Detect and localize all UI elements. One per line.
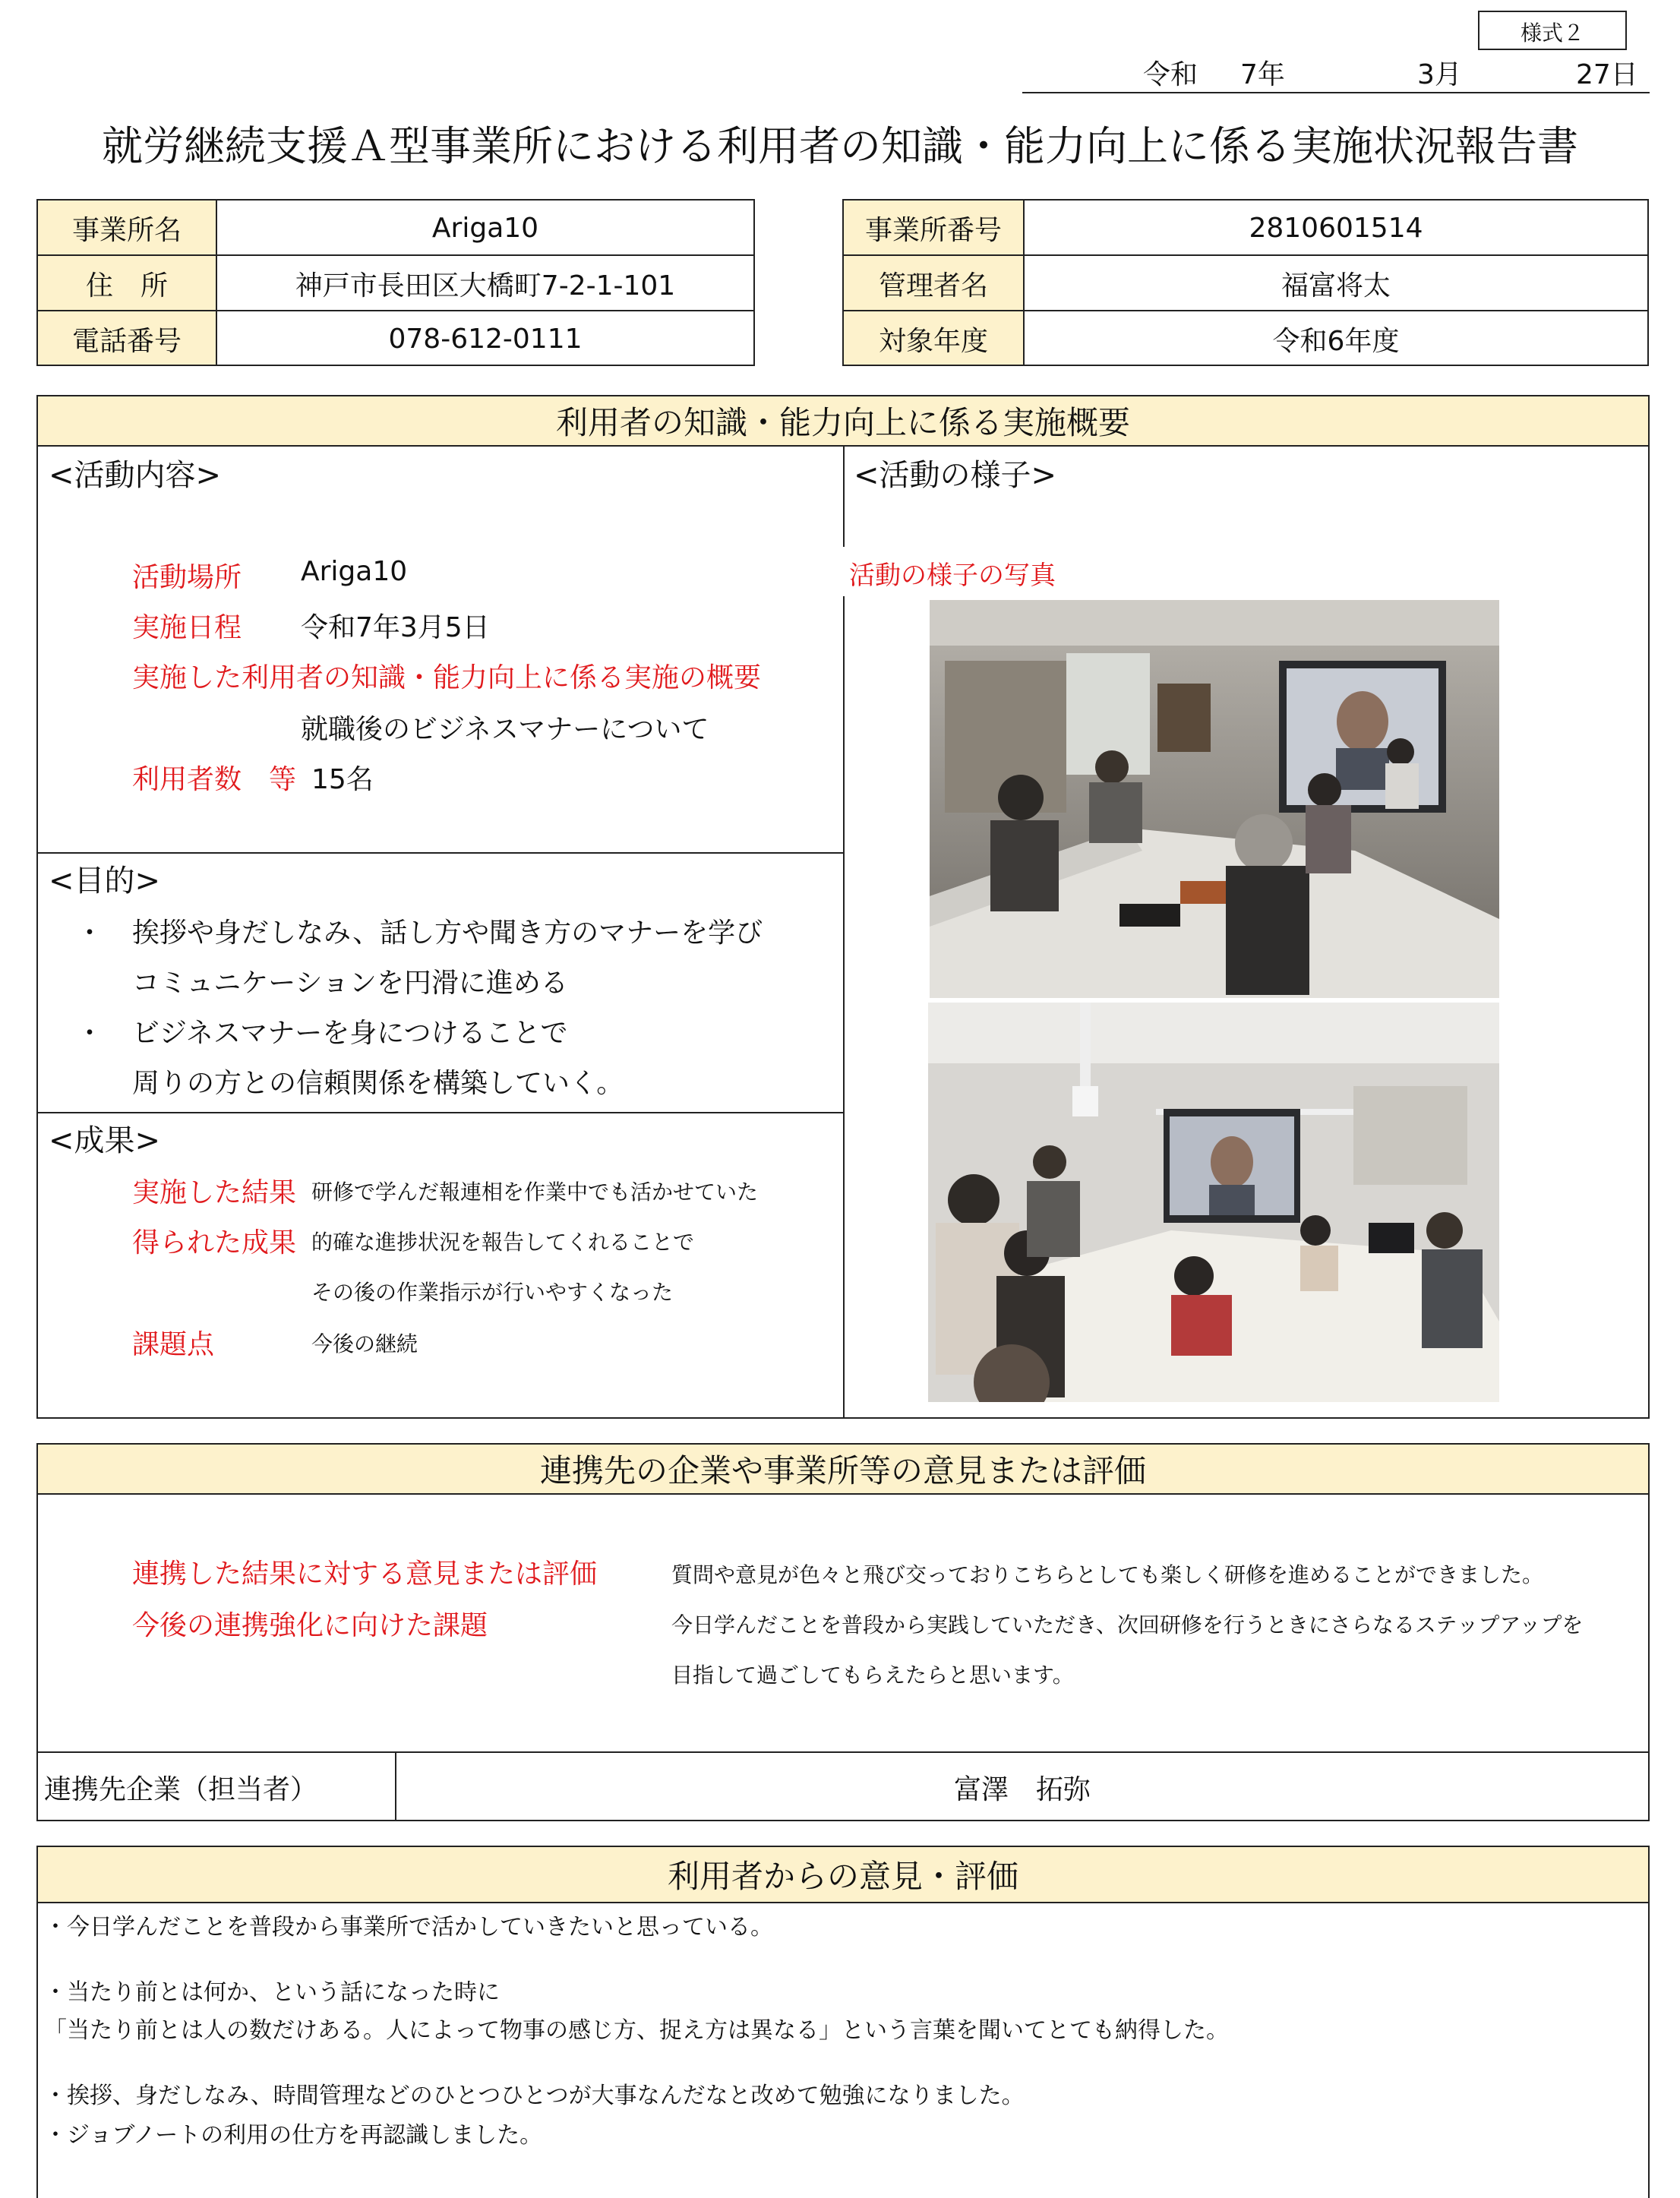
divider (843, 596, 845, 1419)
overview-title: 利用者の知識・能力向上に係る実施概要 (38, 396, 1648, 445)
partner-issue-label: 今後の連携強化に向けた課題 (132, 1610, 488, 1641)
user-feedback-line-3: 「当たり前とは人の数だけある。人によって物事の感じ方、捉え方は異なる」という言葉を聞いてとても納得した。 (44, 2017, 1229, 2044)
date-month: 3月 (1417, 59, 1462, 90)
facility-number-value: 2810601514 (1249, 212, 1423, 244)
partner-opinion-label: 連携した結果に対する意見または評価 (132, 1558, 598, 1590)
place-value: Ariga10 (301, 556, 408, 587)
summary-label: 実施した利用者の知識・能力向上に係る実施の概要 (132, 662, 762, 693)
result-value: 研修で学んだ報連相を作業中でも活かせていた (311, 1180, 759, 1205)
activity-photo-2 (928, 1003, 1499, 1402)
divider (36, 1112, 843, 1113)
form-label: 様式２ (1520, 21, 1584, 46)
purpose-bullet-1: ・ (76, 917, 104, 949)
partner-contact-label: 連携先企業（担当者） (44, 1774, 318, 1805)
partner-text-1: 質問や意見が色々と飛び交っておりこちらとしても楽しく研修を進めることができました。 (671, 1562, 1544, 1587)
facility-manager-label: 管理者名 (878, 270, 988, 302)
user-feedback-line-1: ・今日学んだことを普段から事業所で活かしていきたいと思っている。 (44, 1914, 773, 1941)
partner-title: 連携先の企業や事業所等の意見または評価 (38, 1445, 1648, 1493)
purpose-line-1: 挨拶や身だしなみ、話し方や聞き方のマナーを学び (132, 917, 763, 949)
result-heading: <成果> (49, 1123, 161, 1158)
purpose-line-3: ビジネスマナーを身につけることで (132, 1018, 568, 1049)
facility-phone-value: 078-612-0111 (388, 323, 583, 355)
facility-address-value: 神戸市長田区大橋町7-2-1-101 (295, 270, 676, 302)
purpose-line-2: コミュニケーションを円滑に進める (132, 968, 568, 999)
purpose-line-4: 周りの方との信頼関係を構築していく。 (132, 1068, 624, 1099)
date-day: 27日 (1576, 59, 1638, 90)
purpose-heading: <目的> (49, 864, 161, 898)
facility-name-value: Ariga10 (431, 212, 539, 244)
page-title: 就労継続支援Ａ型事業所における利用者の知識・能力向上に係る実施状況報告書 (102, 122, 1578, 170)
date-year: 7年 (1240, 59, 1285, 90)
divider (36, 1902, 1650, 1903)
user-feedback-line-2: ・当たり前とは何か、という話になった時に (44, 1979, 500, 2006)
divider (843, 445, 845, 547)
user-feedback-line-4: ・挨拶、身だしなみ、時間管理などのひとつひとつが大事なんだなと改めて勉強になりました。 (44, 2083, 1025, 2109)
facility-address-label: 住 所 (85, 270, 168, 302)
facility-manager-value: 福富将太 (1281, 270, 1391, 302)
result-label: 実施した結果 (132, 1177, 297, 1208)
facility-year-label: 対象年度 (878, 325, 988, 357)
purpose-bullet-2: ・ (76, 1018, 104, 1049)
facility-name-label: 事業所名 (71, 214, 182, 246)
schedule-label: 実施日程 (132, 612, 242, 643)
gained-value-1: 的確な進捗状況を報告してくれることで (311, 1230, 695, 1255)
date-underline (1022, 92, 1650, 93)
place-label: 活動場所 (132, 562, 242, 593)
issue-value: 今後の継続 (311, 1331, 418, 1356)
gained-label: 得られた成果 (132, 1227, 297, 1258)
user-feedback-title: 利用者からの意見・評価 (38, 1847, 1648, 1902)
activity-photo-1 (930, 600, 1499, 998)
gained-value-2: その後の作業指示が行いやすくなった (311, 1280, 674, 1305)
users-label: 利用者数 等 (132, 764, 297, 795)
divider (36, 1493, 1650, 1495)
divider (36, 852, 843, 854)
issue-label: 課題点 (132, 1329, 215, 1360)
facility-phone-label: 電話番号 (71, 325, 182, 357)
partner-text-2: 今日学んだことを普段から実践していただき、次回研修を行うときにさらなるステップアップを (671, 1612, 1584, 1637)
partner-text-3: 目指して過ごしてもらえたらと思います。 (671, 1663, 1074, 1688)
activity-heading: <活動内容> (49, 458, 222, 493)
user-feedback-line-5: ・ジョブノートの利用の仕方を再認識しました。 (44, 2122, 543, 2149)
facility-number-label: 事業所番号 (864, 214, 1002, 246)
photo-heading: <活動の様子> (854, 458, 1057, 493)
date-era: 令和 (1143, 59, 1198, 90)
schedule-value: 令和7年3月5日 (301, 612, 490, 643)
partner-contact-value: 富澤 拓弥 (953, 1774, 1091, 1805)
users-value: 15名 (311, 764, 374, 795)
photo-caption: 活動の様子の写真 (849, 561, 1056, 591)
summary-value: 就職後のビジネスマナーについて (301, 714, 709, 745)
divider (36, 1751, 1650, 1753)
facility-year-value: 令和6年度 (1272, 325, 1400, 357)
